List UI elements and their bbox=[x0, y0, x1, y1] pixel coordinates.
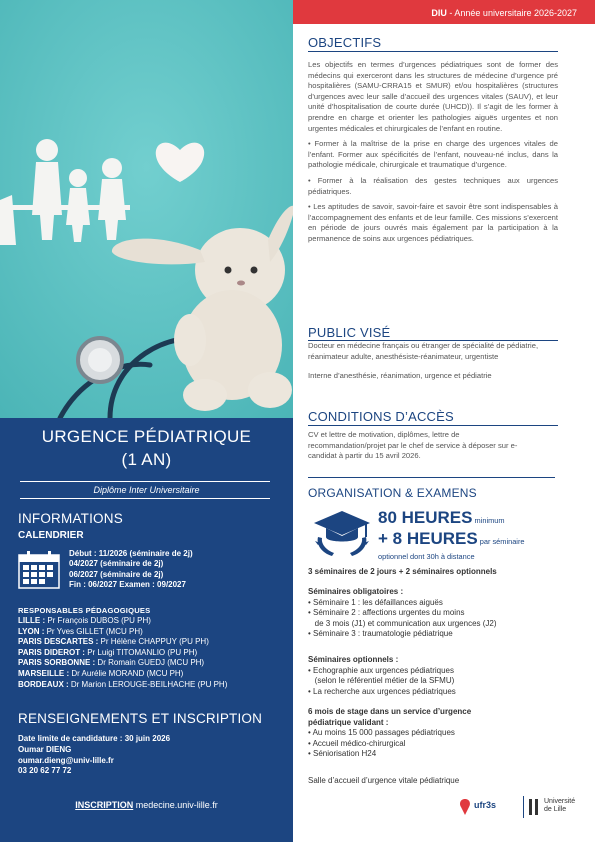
conditions-text: CV et lettre de motivation, diplômes, lettre de recommandation/projet par le chef de service à déposer sur e-candidat à partir du 15 avril 2026. bbox=[308, 430, 518, 461]
public-paragraph: Interne d’anesthésie, réanimation, urgence et pédiatrie bbox=[308, 371, 492, 381]
ufr-logo-icon bbox=[458, 798, 472, 816]
oblig-item: • Séminaire 1 : les défaillances aiguës bbox=[308, 597, 443, 607]
optionnel-item: • Echographie aux urgences pédiatriques bbox=[308, 665, 455, 675]
conditions-heading: CONDITIONS D’ACCÈS bbox=[308, 409, 454, 424]
year-banner: DIU - Année universitaire 2026-2027 bbox=[293, 0, 595, 24]
stage-heading: pédiatrique validant : bbox=[308, 717, 389, 727]
responsable-item: PARIS DIDEROT : Pr Luigi TITOMANLIO (PU PH) bbox=[18, 647, 198, 657]
hours-note: optionnel dont 30h à distance bbox=[378, 552, 475, 561]
inscription-link[interactable]: INSCRIPTION medecine.univ-lille.fr bbox=[75, 800, 218, 810]
program-title-line1: URGENCE PÉDIATRIQUE bbox=[41, 427, 252, 446]
responsable-item: MARSEILLE : Dr Aurélie MORAND (MCU PH) bbox=[18, 668, 184, 678]
oblig-heading: Séminaires obligatoires : bbox=[308, 587, 404, 596]
deadline: Date limite de candidature : 30 juin 2026 bbox=[18, 734, 171, 743]
left-column bbox=[0, 0, 293, 842]
informations-heading: INFORMATIONS bbox=[18, 511, 123, 526]
divider bbox=[308, 477, 555, 478]
oblig-item: de 3 mois (J1) et communication aux urgences (J2) bbox=[308, 618, 497, 628]
program-title-line2: (1 AN) bbox=[121, 450, 172, 469]
logo-separator bbox=[523, 796, 524, 818]
seminaires-obligatoires bbox=[308, 587, 568, 640]
public-paragraph: Docteur en médecine français ou étranger de spécialité de pédiatrie, réanimateur adulte, anesthésiste-réanimateur, urgentiste bbox=[308, 341, 539, 361]
public-heading: PUBLIC VISÉ bbox=[308, 325, 391, 340]
optionnel-item: (selon le référentiel métier de la SFMU) bbox=[308, 676, 455, 685]
divider bbox=[308, 425, 558, 426]
cover-photo bbox=[0, 0, 293, 418]
responsable-item: LYON : Pr Yves GILLET (MCU PH) bbox=[18, 626, 143, 636]
objectifs-paragraph: • Former à la maîtrise de la prise en charge des urgences vitales de l’enfant. Former aux spécificités de l’enfant, nouveau-né inclus, dans la pathologie médicale, chirurgicale et traumatique d’urgence. bbox=[308, 139, 558, 170]
calendar-dates bbox=[69, 549, 193, 590]
optionnel-item: • La recherche aux urgences pédiatriques bbox=[308, 686, 456, 696]
universite-logo-text: Université de Lille bbox=[544, 798, 576, 813]
seminaires-summary: 3 séminaires de 2 jours + 2 séminaires optionnels bbox=[308, 567, 497, 576]
ufr-logo-text: ufr3s bbox=[474, 800, 497, 810]
objectifs-paragraph: • Les aptitudes de savoir, savoir-faire et savoir être sont indispensables à l’accompagnement des enfants et de leur famille. Ces missions s’exercent en période de jours ouvrés mais également par la participation à la permanence de soins aux urgences pédiatriques. bbox=[308, 202, 558, 243]
divider bbox=[20, 481, 270, 482]
calendar-line: Fin : 06/2027 Examen : 09/2027 bbox=[69, 579, 186, 589]
optionnels-heading: Séminaires optionnels : bbox=[308, 655, 399, 664]
responsables-heading: RESPONSABLES PÉDAGOGIQUES bbox=[18, 606, 151, 615]
organisation-heading: ORGANISATION & EXAMENS bbox=[308, 486, 477, 500]
responsable-item: BORDEAUX : Dr Marion LEROUGE-BEILHACHE (PU PH) bbox=[18, 679, 228, 689]
calendar-icon bbox=[18, 551, 60, 589]
renseignements-heading: RENSEIGNEMENTS ET INSCRIPTION bbox=[18, 711, 263, 726]
public-text bbox=[308, 341, 558, 382]
responsables-list bbox=[18, 616, 227, 690]
salle-accueil: Salle d’accueil d’urgence vitale pédiatrique bbox=[308, 776, 460, 785]
contact-email[interactable]: oumar.dieng@univ-lille.fr bbox=[18, 755, 114, 765]
calendar-line: Début : 11/2026 (séminaire de 2j) bbox=[69, 549, 193, 558]
oblig-item: • Séminaire 3 : traumatologie pédiatrique bbox=[308, 629, 453, 638]
calendrier-heading: CALENDRIER bbox=[18, 530, 84, 541]
universite-logo-icon bbox=[528, 798, 540, 816]
objectifs-paragraph: • Former à la réalisation des gestes techniques aux urgences pédiatriques. bbox=[308, 175, 558, 196]
responsable-item: LILLE : Pr François DUBOS (PU PH) bbox=[18, 616, 151, 625]
graduation-cap-icon bbox=[312, 507, 372, 559]
objectifs-paragraph: Les objectifs en termes d’urgences pédiatriques sont de former des médecins qui exerceront dans les structures de médecine d’urgence pré hospitalières (SAMU-CRRA15 et SMUR) et/ou hospitalières (structures d’urgences avec leur salle d’accueil des urgences vitales (SAUV), et leur unité d’hospitalisation de courte durée (UHCD)). Il s’agit de les former à prendre en charge et orienter les pathologies aiguës urgentes et non urgentes médicales et chirurgicales de l’enfant en routine. bbox=[308, 60, 558, 133]
objectifs-text bbox=[308, 60, 558, 245]
hours-extra: + 8 HEURES par séminaire bbox=[378, 529, 525, 548]
stage-heading: 6 mois de stage dans un service d’urgence bbox=[308, 707, 472, 716]
diplome-subtitle: Diplôme Inter Universitaire bbox=[93, 485, 200, 495]
responsable-item: PARIS SORBONNE : Dr Romain GUEDJ (MCU PH) bbox=[18, 658, 205, 668]
divider bbox=[308, 51, 558, 52]
calendar-line: 06/2027 (séminaire de 2j) bbox=[69, 569, 164, 579]
stage-block bbox=[308, 707, 568, 760]
cover-illustration bbox=[0, 0, 293, 418]
calendar-line: 04/2027 (séminaire de 2j) bbox=[69, 559, 164, 569]
seminaires-optionnels bbox=[308, 655, 568, 697]
info-panel bbox=[0, 418, 293, 842]
oblig-item: • Séminaire 2 : affections urgentes du moins bbox=[308, 608, 465, 617]
contact-name: Oumar DIENG bbox=[18, 744, 72, 754]
objectifs-heading: OBJECTIFS bbox=[308, 35, 382, 50]
stage-item: • Séniorisation H24 bbox=[308, 749, 377, 758]
stage-item: • Accueil médico-chirurgical bbox=[308, 738, 406, 748]
hours-main: 80 HEURES minimum bbox=[378, 508, 505, 527]
divider bbox=[20, 498, 270, 499]
renseignements-block bbox=[18, 734, 170, 777]
contact-phone[interactable]: 03 20 62 77 72 bbox=[18, 766, 72, 776]
stage-item: • Au moins 15 000 passages pédiatriques bbox=[308, 728, 455, 737]
responsable-item: PARIS DESCARTES : Pr Hélène CHAPPUY (PU PH) bbox=[18, 637, 209, 647]
